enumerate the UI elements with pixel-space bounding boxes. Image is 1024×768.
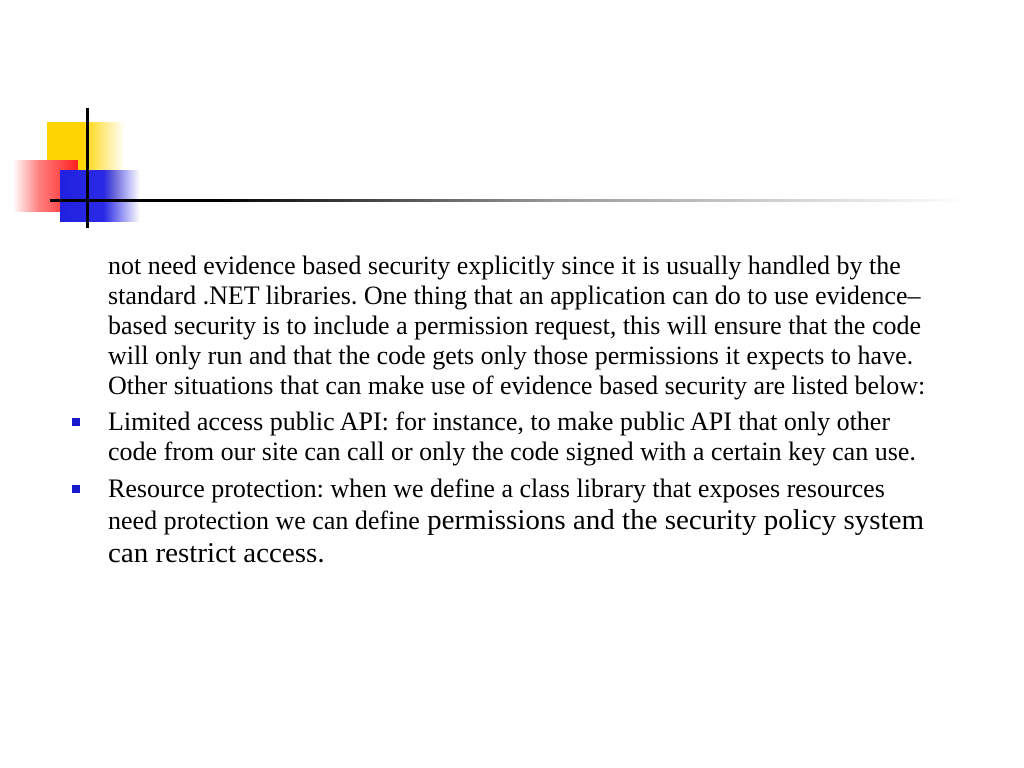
bullet-text-end: permissions and the security policy system can restrict access.	[108, 504, 925, 569]
square-bullet-icon	[72, 418, 80, 426]
bullet-text: Limited access public API: for instance, to make public API that only other code from our site can call or only the code signed with a certain key can use.	[108, 407, 916, 466]
bullet-item-resource-protection	[70, 474, 940, 570]
intro-paragraph: not need evidence based security explicitly since it is usually handled by the standard .NET libraries. One thing that an application can do to use evidence–based security is to include a permission request, this will ensure that the code will only run and that the code gets only those permissions it expects to have. Other situations that can make use of evidence based security are listed below:	[108, 251, 926, 400]
square-bullet-icon	[72, 485, 80, 493]
decorative-blue-square	[60, 170, 140, 222]
bullet-item-limited-access	[70, 407, 940, 467]
decorative-vertical-line	[86, 108, 89, 228]
slide-body	[70, 251, 940, 577]
bullet-list	[70, 407, 940, 570]
title-divider-line	[50, 199, 970, 202]
bullet-text-start: Resource protection: when we define a class library that exposes resources need protection we can define	[108, 474, 885, 535]
